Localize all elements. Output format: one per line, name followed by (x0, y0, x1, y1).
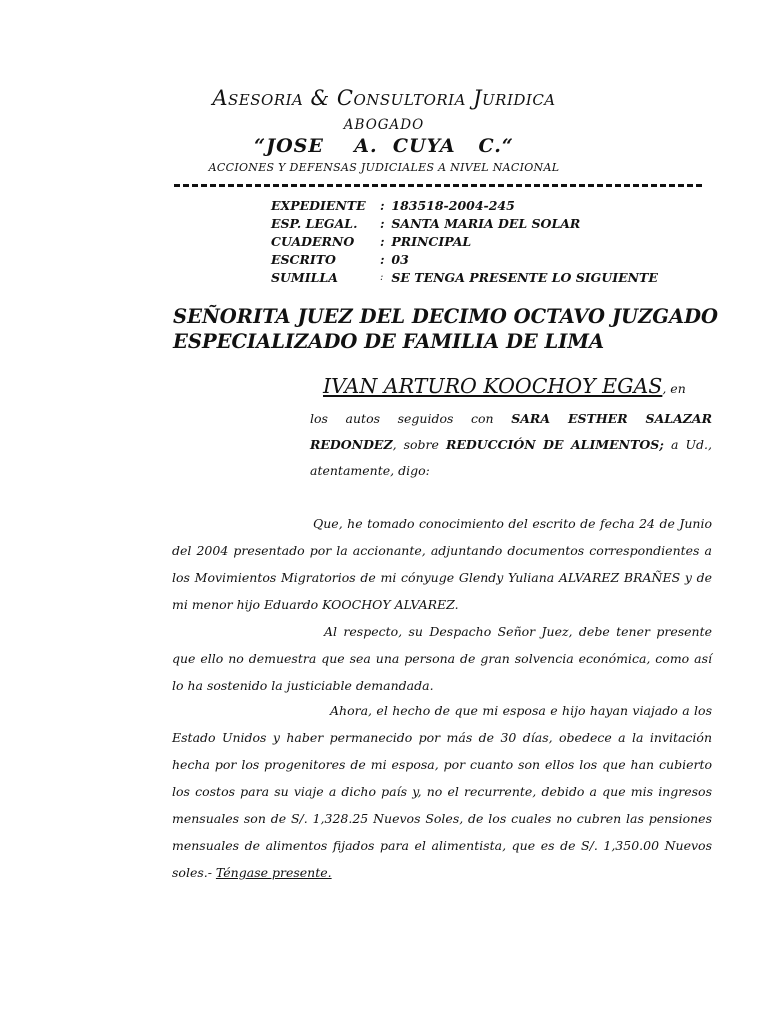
closing-phrase: Téngase presente. (215, 865, 332, 880)
case-info-label: SUMILLA (271, 270, 338, 285)
opponent-name: SARA ESTHER SALAZAR REDONDEZ (310, 411, 712, 452)
case-info-row (271, 197, 658, 215)
case-info-row (271, 269, 658, 287)
case-info-label: ESCRITO (271, 252, 336, 267)
case-info-separator: : (380, 198, 385, 213)
case-info-table (271, 197, 658, 287)
case-info-value: 03 (391, 252, 409, 267)
letterhead-title: Asesoria & Consultoria Juridica (212, 86, 556, 110)
party-text: los autos seguidos con (310, 411, 512, 426)
body-paragraph-3 (172, 697, 712, 886)
case-info-row (271, 251, 658, 269)
case-info-separator: : (380, 234, 385, 249)
party-text: a Ud., atentamente, digo: (310, 437, 712, 478)
case-info-label: EXPEDIENTE (271, 198, 366, 213)
letterhead-divider (174, 184, 702, 187)
case-info-separator: : (380, 252, 385, 267)
case-info-separator: : (380, 216, 385, 231)
case-info-label: ESP. LEGAL. (271, 216, 358, 231)
case-info-row (271, 215, 658, 233)
party-text: , sobre (392, 437, 446, 452)
case-info-value: SE TENGA PRESENTE LO SIGUIENTE (391, 270, 658, 285)
party-name: IVAN ARTURO KOOCHOY EGAS (323, 374, 663, 398)
party-name-suffix: , en (662, 381, 686, 396)
case-info-value: 183518-2004-245 (391, 198, 515, 213)
case-info-value: PRINCIPAL (391, 234, 472, 249)
body-paragraph-3-text: Ahora, el hecho de que mi esposa e hijo hayan viajado a los Estado Unidos y haber permanecido por más de 30 días, obedece a la invitación hecha por los progenitores de mi esposa, por cuanto son ellos los que han cubierto los costos para su viaje a dicho país y, no el recurrente, debido a que mis ingresos mensuales son de S/. 1,328.25 Nuevos Soles, de los cuales no cubren las pensiones mensuales de alimentos fijados para el alimentista, que es de S/. 1,350.00 Nuevos soles.- (172, 703, 712, 880)
letterhead-role: ABOGADO (343, 117, 425, 133)
letterhead-tagline: ACCIONES Y DEFENSAS JUDICIALES A NIVEL NACIONAL (208, 161, 560, 174)
party-introduction (310, 406, 712, 484)
case-info-row (271, 233, 658, 251)
addressee-line-2: ESPECIALIZADO DE FAMILIA DE LIMA (173, 330, 605, 353)
letterhead-lawyer-name: “JOSE A. CUYA C.“ (254, 135, 514, 157)
addressee-line-1: SEÑORITA JUEZ DEL DECIMO OCTAVO JUZGADO (173, 305, 718, 328)
case-info-separator: : (380, 272, 384, 283)
case-info-value: SANTA MARIA DEL SOLAR (391, 216, 581, 231)
party-name-line (323, 374, 686, 398)
addressee-heading (173, 304, 733, 354)
body-paragraph-2: Al respecto, su Despacho Señor Juez, debe tener presente que ello no demuestra que sea una persona de gran solvencia económica, como así lo ha sostenido la justiciable demandada. (172, 624, 712, 693)
case-info-label: CUADERNO (271, 234, 355, 249)
case-matter: REDUCCIÓN DE ALIMENTOS; (445, 437, 664, 452)
body-paragraph-1: Que, he tomado conocimiento del escrito de fecha 24 de Junio del 2004 presentado por la accionante, adjuntando documentos correspondientes a los Movimientos Migratorios de mi cónyuge Glendy Yuliana ALVAREZ BRAÑES y de mi menor hijo Eduardo KOOCHOY ALVAREZ. (172, 516, 712, 612)
